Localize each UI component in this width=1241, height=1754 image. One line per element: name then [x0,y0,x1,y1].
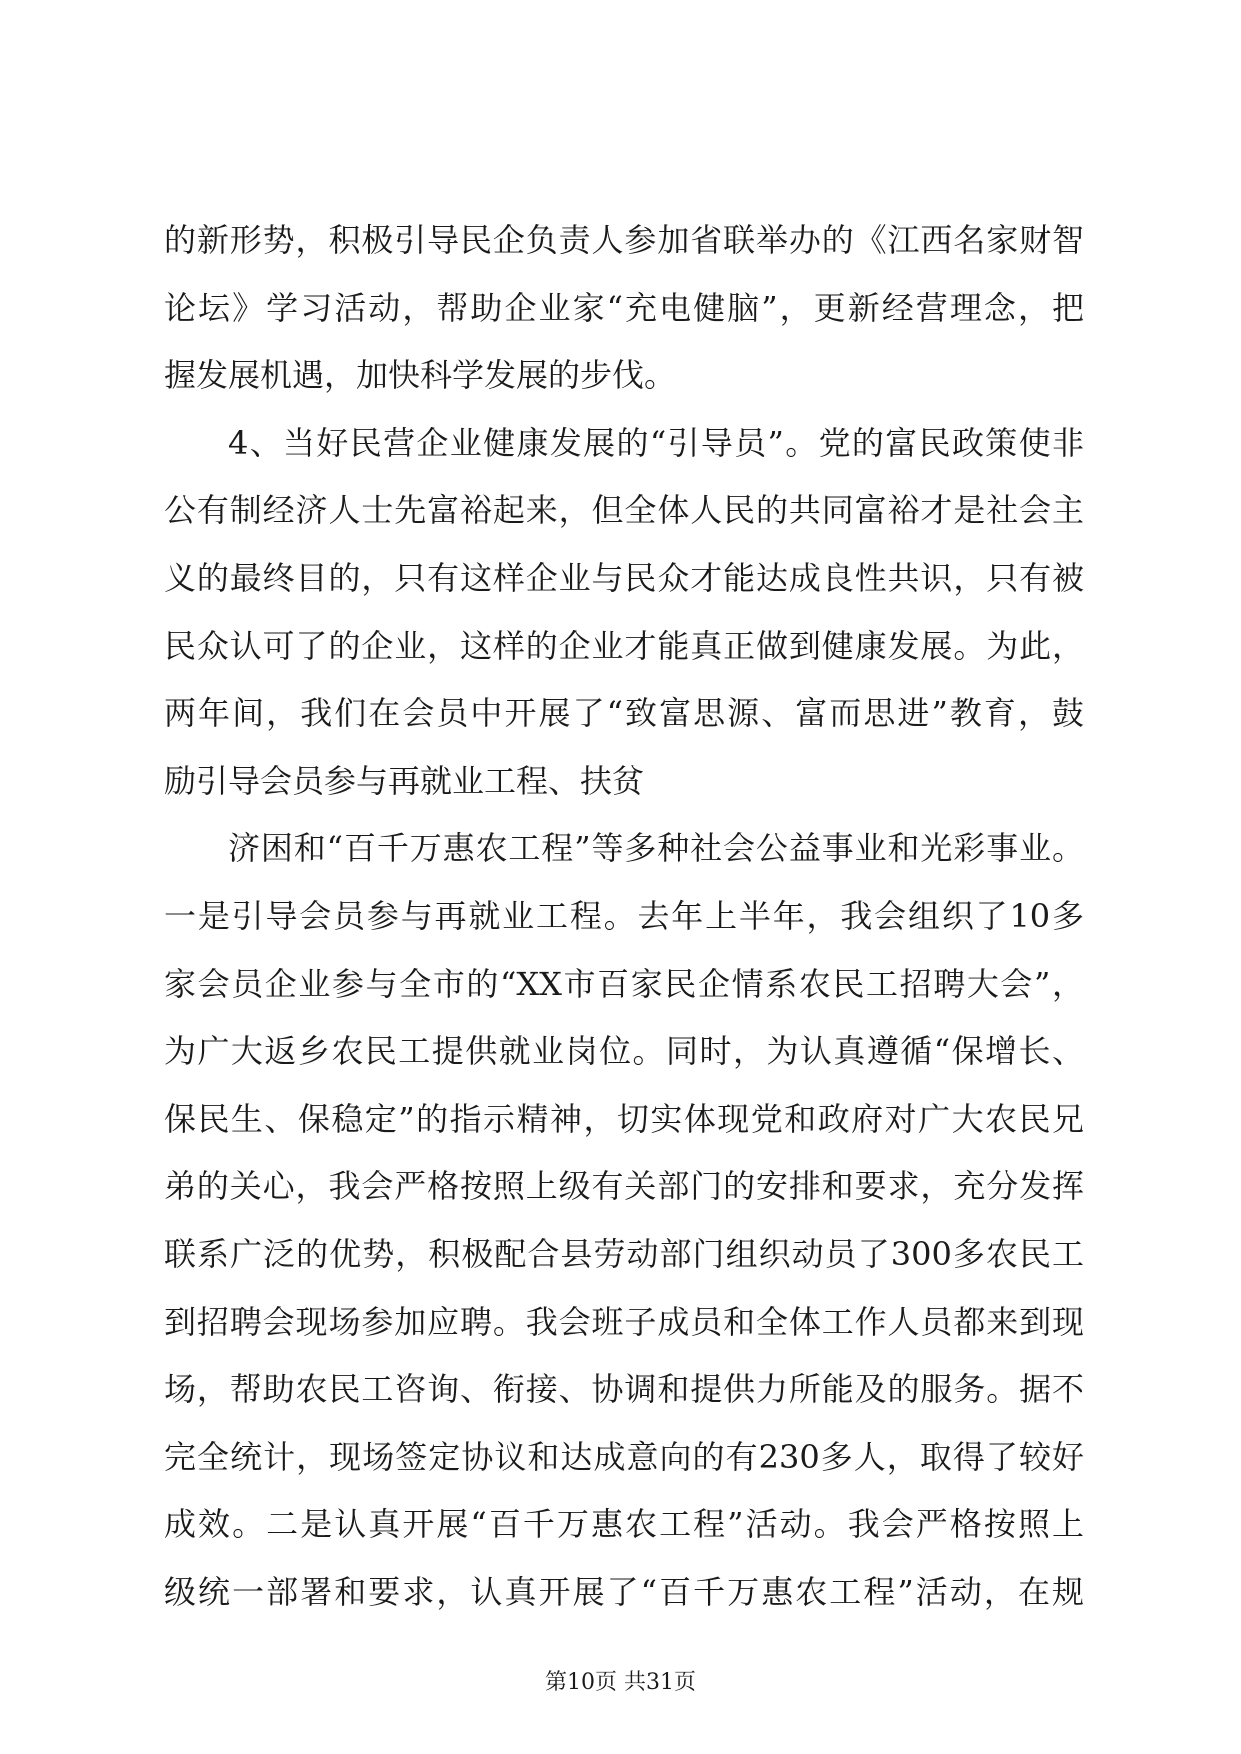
text-line: 到招聘会现场参加应聘。我会班子成员和全体工作人员都来到现 [164,1302,1084,1341]
text-line: 励引导会员参与再就业工程、扶贫 [164,761,645,800]
text-line: 场，帮助农民工咨询、衔接、协调和提供力所能及的服务。据不 [164,1370,1084,1409]
text-line: 4、当好民营企业健康发展的“引导员”。党的富民政策使非 [228,423,1084,462]
text-line: 两年间，我们在会员中开展了“致富思源、富而思进”教育，鼓 [164,694,1084,733]
text-line: 握发展机遇，加快科学发展的步伐。 [164,356,677,395]
text-line: 济困和“百千万惠农工程”等多种社会公益事业和光彩事业。 [228,829,1084,868]
text-line: 完全统计，现场签定协议和达成意向的有230多人，取得了较好 [164,1437,1084,1476]
text-line: 联系广泛的优势，积极配合县劳动部门组织动员了300多农民工 [164,1234,1084,1273]
text-line: 义的最终目的，只有这样企业与民众才能达成良性共识，只有被 [164,558,1084,597]
text-line: 民众认可了的企业，这样的企业才能真正做到健康发展。为此， [164,626,1084,665]
page-footer: 第10页 共31页 [545,1670,696,1695]
body-text [164,207,1084,1626]
text-line: 弟的关心，我会严格按照上级有关部门的安排和要求，充分发挥 [164,1167,1084,1206]
text-line: 论坛》学习活动，帮助企业家“充电健脑”，更新经营理念，把 [164,288,1084,327]
text-line: 保民生、保稳定”的指示精神，切实体现党和政府对广大农民兄 [164,1099,1084,1138]
text-line: 一是引导会员参与再就业工程。去年上半年，我会组织了10多 [164,896,1084,935]
text-line: 为广大返乡农民工提供就业岗位。同时，为认真遵循“保增长、 [164,1032,1084,1071]
text-line: 家会员企业参与全市的“XX市百家民企情系农民工招聘大会”， [164,964,1084,1003]
text-line: 的新形势，积极引导民企负责人参加省联举办的《江西名家财智 [164,221,1084,259]
text-line: 成效。二是认真开展“百千万惠农工程”活动。我会严格按照上 [164,1505,1084,1544]
text-line: 级统一部署和要求，认真开展了“百千万惠农工程”活动，在规 [164,1572,1084,1611]
text-line: 公有制经济人士先富裕起来，但全体人民的共同富裕才是社会主 [164,491,1084,530]
